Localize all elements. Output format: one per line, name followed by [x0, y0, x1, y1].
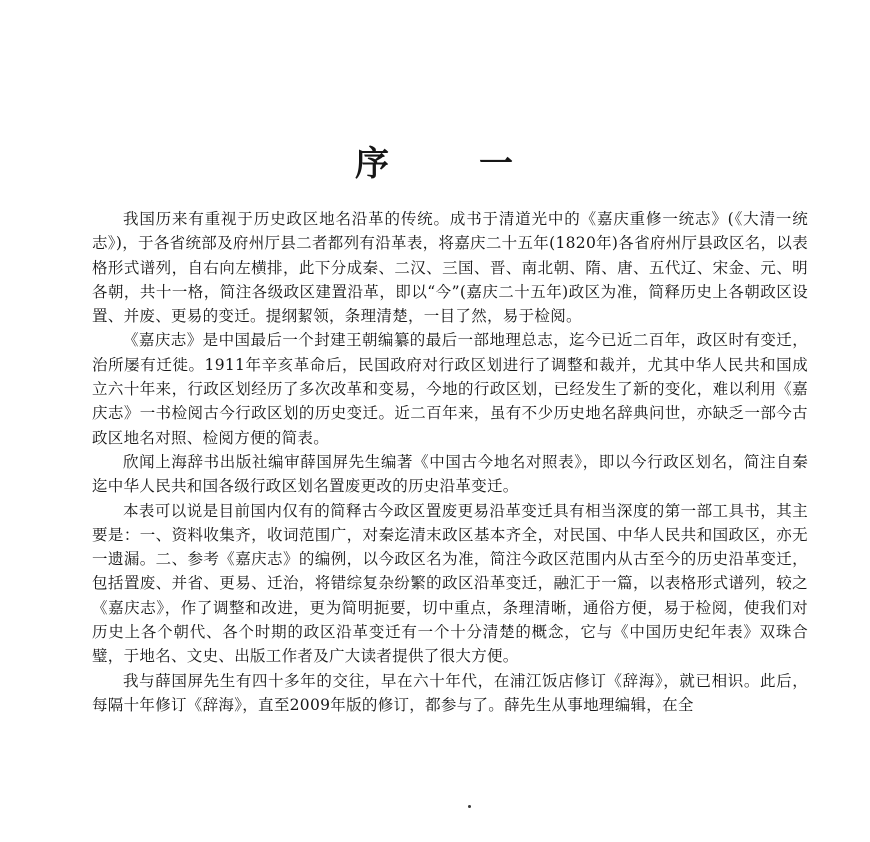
scan-speck [468, 805, 471, 808]
title-char-1: 序 [355, 144, 391, 184]
paragraph-5: 我与薛国屏先生有四十多年的交往，早在六十年代，在浦江饭店修订《辞海》，就已相识。此后，每隔十年修订《辞海》，直至2009年版的修订，都参与了。薛先生从事地理编辑，在全 [92, 671, 808, 714]
page-title [0, 136, 870, 185]
title-char-2: 一 [479, 144, 515, 184]
paragraph-3: 欣闻上海辞书出版社编审薛国屏先生编著《中国古今地名对照表》，即以今行政区划名，简注自秦迄中华人民共和国各级行政区划名置废更改的历史沿革变迁。 [92, 452, 808, 496]
preface-body [92, 207, 808, 717]
paragraph-1: 我国历来有重视于历史政区地名沿革的传统。成书于清道光中的《嘉庆重修一统志》(《大清一统志》)，于各省统部及府州厅县二者都列有沿革表，将嘉庆二十五年(1820年)各省府州厅县政区名，以表格形式谱列，自右向左横排，此下分成秦、二汉、三国、晋、南北朝、隋、唐、五代辽、宋金、元、明各朝，共十一格，简注各级政区建置沿革，即以“今”(嘉庆二十五年)政区为准，简释历史上各朝政区设置、并废、更易的变迁。提纲絜领，条理清楚，一目了然，易于检阅。 [92, 210, 808, 326]
paragraph-4: 本表可以说是目前国内仅有的简释古今政区置废更易沿革变迁具有相当深度的第一部工具书，其主要是：一、资料收集齐，收词范围广，对秦迄清末政区基本齐全，对民国、中华人民共和国政区，亦无一遗漏。二、参考《嘉庆志》的编例，以今政区名为准，简注今政区范围内从古至今的历史沿革变迁，包括置废、并省、更易、迁治，将错综复杂纷繁的政区沿革变迁，融汇于一篇，以表格形式谱列，较之《嘉庆志》，作了调整和改进，更为简明扼要，切中重点，条理清晰，通俗方便，易于检阅，使我们对历史上各个朝代、各个时期的政区沿革变迁有一个十分清楚的概念，它与《中国历史纪年表》双珠合璧，于地名、文史、出版工作者及广大读者提供了很大方便。 [92, 501, 808, 666]
paragraph-2: 《嘉庆志》是中国最后一个封建王朝编纂的最后一部地理总志，迄今已近二百年，政区时有变迁，治所屡有迁徙。1911年辛亥革命后，民国政府对行政区划进行了调整和裁并，尤其中华人民共和国成立六十年来，行政区划经历了多次改革和变易，今地的行政区划，已经发生了新的变化，难以利用《嘉庆志》一书检阅古今行政区划的历史变迁。近二百年来，虽有不少历史地名辞典问世，亦缺乏一部今古政区地名对照、检阅方便的简表。 [92, 331, 808, 447]
